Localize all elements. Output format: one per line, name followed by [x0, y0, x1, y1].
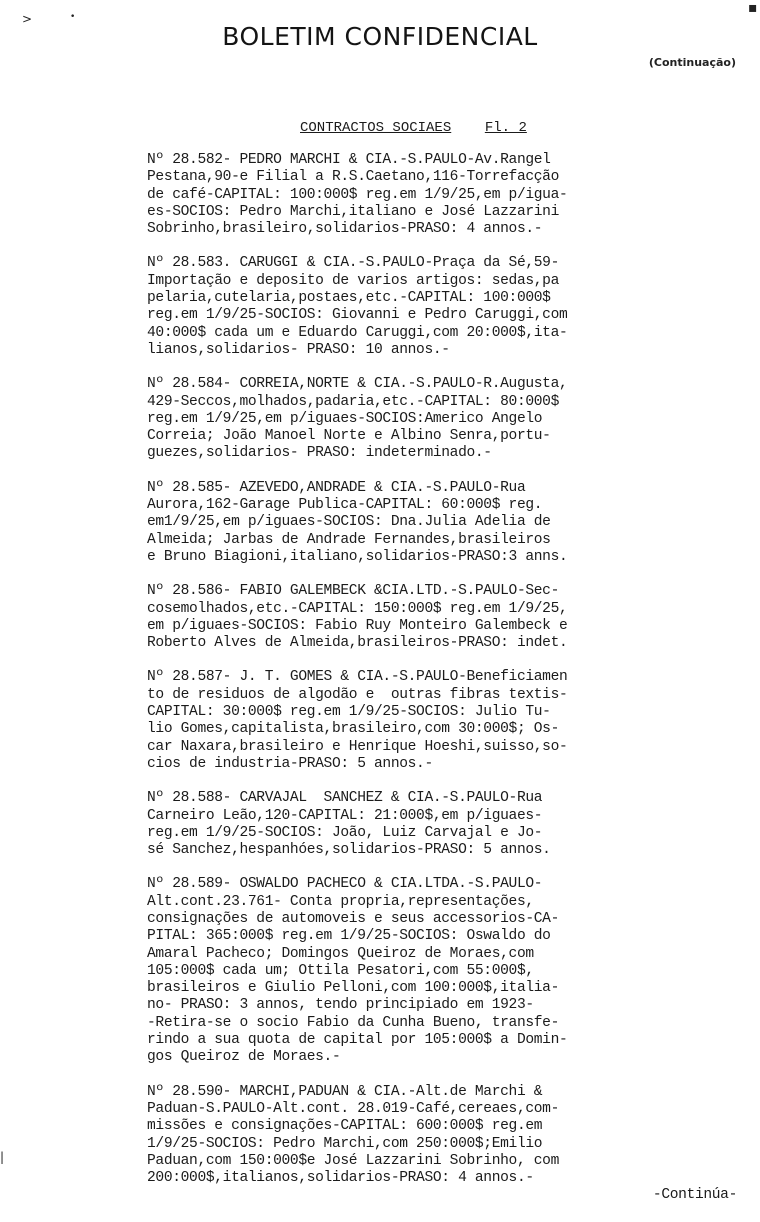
entry-line: Nº 28.585- AZEVEDO,ANDRADE & CIA.-S.PAULO-Rua — [147, 479, 526, 496]
contract-entry — [147, 152, 747, 238]
entry-line: em p/iguaes-SOCIOS: Fabio Ruy Monteiro Galembeck e — [147, 617, 568, 634]
entry-line: Nº 28.590- MARCHI,PADUAN & CIA.-Alt.de Marchi & — [147, 1083, 543, 1100]
contract-entry — [147, 255, 747, 359]
entry-line: reg.em 1/9/25-SOCIOS: João, Luiz Carvajal e Jo- — [147, 824, 543, 841]
continuation-note: (Continuação) — [648, 56, 736, 69]
entry-line: Carneiro Leão,120-CAPITAL: 21:000$,em p/iguaes- — [147, 807, 543, 824]
entry-line: 200:000$,italianos,solidarios-PRASO: 4 annos.- — [147, 1170, 534, 1187]
entry-line: em1/9/25,em p/iguaes-SOCIOS: Dna.Julia Adelia de — [147, 514, 551, 531]
entry-line: missões e consignações-CAPITAL: 600:000$ reg.em — [147, 1118, 543, 1135]
contract-entry — [147, 480, 747, 566]
contract-entry — [147, 583, 747, 652]
entry-line: no- PRASO: 3 annos, tendo principiado em 1923- — [147, 997, 534, 1014]
entry-line: Nº 28.586- FABIO GALEMBECK &CIA.LTD.-S.PAULO-Sec- — [147, 583, 559, 600]
entry-line: Aurora,162-Garage Publica-CAPITAL: 60:000$ reg. — [147, 497, 543, 514]
entry-line: Almeida; Jarbas de Andrade Fernandes,brasileiros — [147, 531, 551, 548]
entry-line: PITAL: 365:000$ reg.em 1/9/25-SOCIOS: Oswaldo do — [147, 928, 551, 945]
entry-line: lio Gomes,capitalista,brasileiro,com 30:000$; Os- — [147, 721, 559, 738]
entry-line: pelaria,cutelaria,postaes,etc.-CAPITAL: 100:000$ — [147, 290, 551, 307]
entry-line: brasileiros e Giulio Pelloni,com 100:000$,italia- — [147, 980, 559, 997]
entry-line: Nº 28.584- CORREIA,NORTE & CIA.-S.PAULO-R.Augusta, — [147, 376, 568, 393]
entry-line: Nº 28.588- CARVAJAL SANCHEZ & CIA.-S.PAULO-Rua — [147, 790, 543, 807]
entry-line: Nº 28.587- J. T. GOMES & CIA.-S.PAULO-Beneficiamen — [147, 669, 568, 686]
entry-line: gos Queiroz de Moraes.- — [147, 1049, 341, 1066]
entry-line: CAPITAL: 30:000$ reg.em 1/9/25-SOCIOS: Julio Tu- — [147, 704, 551, 721]
continued-note: -Continúa- — [652, 1187, 737, 1204]
contract-entry — [147, 376, 747, 462]
contract-entry — [147, 876, 747, 1066]
entry-line: Nº 28.589- OSWALDO PACHECO & CIA.LTDA.-S.PAULO- — [147, 876, 543, 893]
entry-line: Amaral Pacheco; Domingos Queiroz de Moraes,com — [147, 945, 534, 962]
contract-entry — [147, 790, 747, 859]
margin-mark: ▪ — [748, 0, 758, 16]
entry-line: Correia; João Manoel Norte e Albino Senra,portu- — [147, 428, 551, 445]
entry-line: 105:000$ cada um; Ottila Pesatori,com 55:000$, — [147, 962, 534, 979]
entry-line: consignações de automoveis e seus accessorios-CA- — [147, 910, 559, 927]
entry-line: de café-CAPITAL: 100:000$ reg.em 1/9/25,em p/igua- — [147, 186, 568, 203]
entry-line: Alt.cont.23.761- Conta propria,representações, — [147, 893, 534, 910]
entry-line: Nº 28.583. CARUGGI & CIA.-S.PAULO-Praça da Sé,59- — [147, 255, 559, 272]
entry-line: Sobrinho,brasileiro,solidarios-PRASO: 4 annos.- — [147, 221, 543, 238]
entry-line: Importação e deposito de varios artigos: sedas,pa — [147, 272, 559, 289]
entry-line: Paduan,com 150:000$e José Lazzarini Sobrinho, com — [147, 1152, 559, 1169]
folio-number: Fl. 2 — [484, 120, 527, 136]
entry-line: car Naxara,brasileiro e Henrique Hoeshi,suisso,so- — [147, 738, 568, 755]
entry-line: rindo a sua quota de capital por 105:000$ a Domin- — [147, 1032, 568, 1049]
margin-mark: | — [0, 1150, 5, 1164]
bulletin-title: BOLETIM CONFIDENCIAL — [222, 22, 538, 51]
entry-line: lianos,solidarios- PRASO: 10 annos.- — [147, 341, 450, 358]
entry-line: sé Sanchez,hespanhóes,solidarios-PRASO: 5 annos. — [147, 842, 551, 859]
section-title: CONTRACTOS SOCIAES — [300, 120, 452, 136]
entry-line: cios de industria-PRASO: 5 annos.- — [147, 755, 433, 772]
margin-mark: > — [22, 12, 33, 26]
entry-line: -Retira-se o socio Fabio da Cunha Bueno, transfe- — [147, 1014, 559, 1031]
entry-line: Roberto Alves de Almeida,brasileiros-PRASO: indet. — [147, 635, 568, 652]
entry-line: cosemolhados,etc.-CAPITAL: 150:000$ reg.em 1/9/25, — [147, 600, 568, 617]
entry-line: Paduan-S.PAULO-Alt.cont. 28.019-Café,cereaes,com- — [147, 1100, 559, 1117]
entry-line: 429-Seccos,molhados,padaria,etc.-CAPITAL: 80:000$ — [147, 393, 559, 410]
entry-line: reg.em 1/9/25,em p/iguaes-SOCIOS:Americo Angelo — [147, 410, 543, 427]
contract-entry — [147, 669, 747, 773]
contract-entries — [147, 152, 747, 1222]
entry-line: Nº 28.582- PEDRO MARCHI & CIA.-S.PAULO-Av.Rangel — [147, 152, 551, 168]
entry-line: e Bruno Biagioni,italiano,solidarios-PRASO:3 anns. — [147, 548, 568, 565]
entry-line: 1/9/25-SOCIOS: Pedro Marchi,com 250:000$;Emilio — [147, 1135, 543, 1152]
entry-line: guezes,solidarios- PRASO: indeterminado.- — [147, 445, 492, 462]
entry-line: es-SOCIOS: Pedro Marchi,italiano e José Lazzarini — [147, 203, 559, 220]
entry-line: Pestana,90-e Filial a R.S.Caetano,116-Torrefacção — [147, 169, 559, 186]
entry-line: 40:000$ cada um e Eduardo Caruggi,com 20:000$,ita- — [147, 324, 568, 341]
contract-entry — [147, 1084, 747, 1205]
entry-line: to de residuos de algodão e outras fibras textis- — [147, 686, 568, 703]
margin-mark: • — [70, 12, 76, 22]
entry-line: reg.em 1/9/25-SOCIOS: Giovanni e Pedro Caruggi,com — [147, 307, 568, 324]
section-heading — [300, 120, 527, 136]
